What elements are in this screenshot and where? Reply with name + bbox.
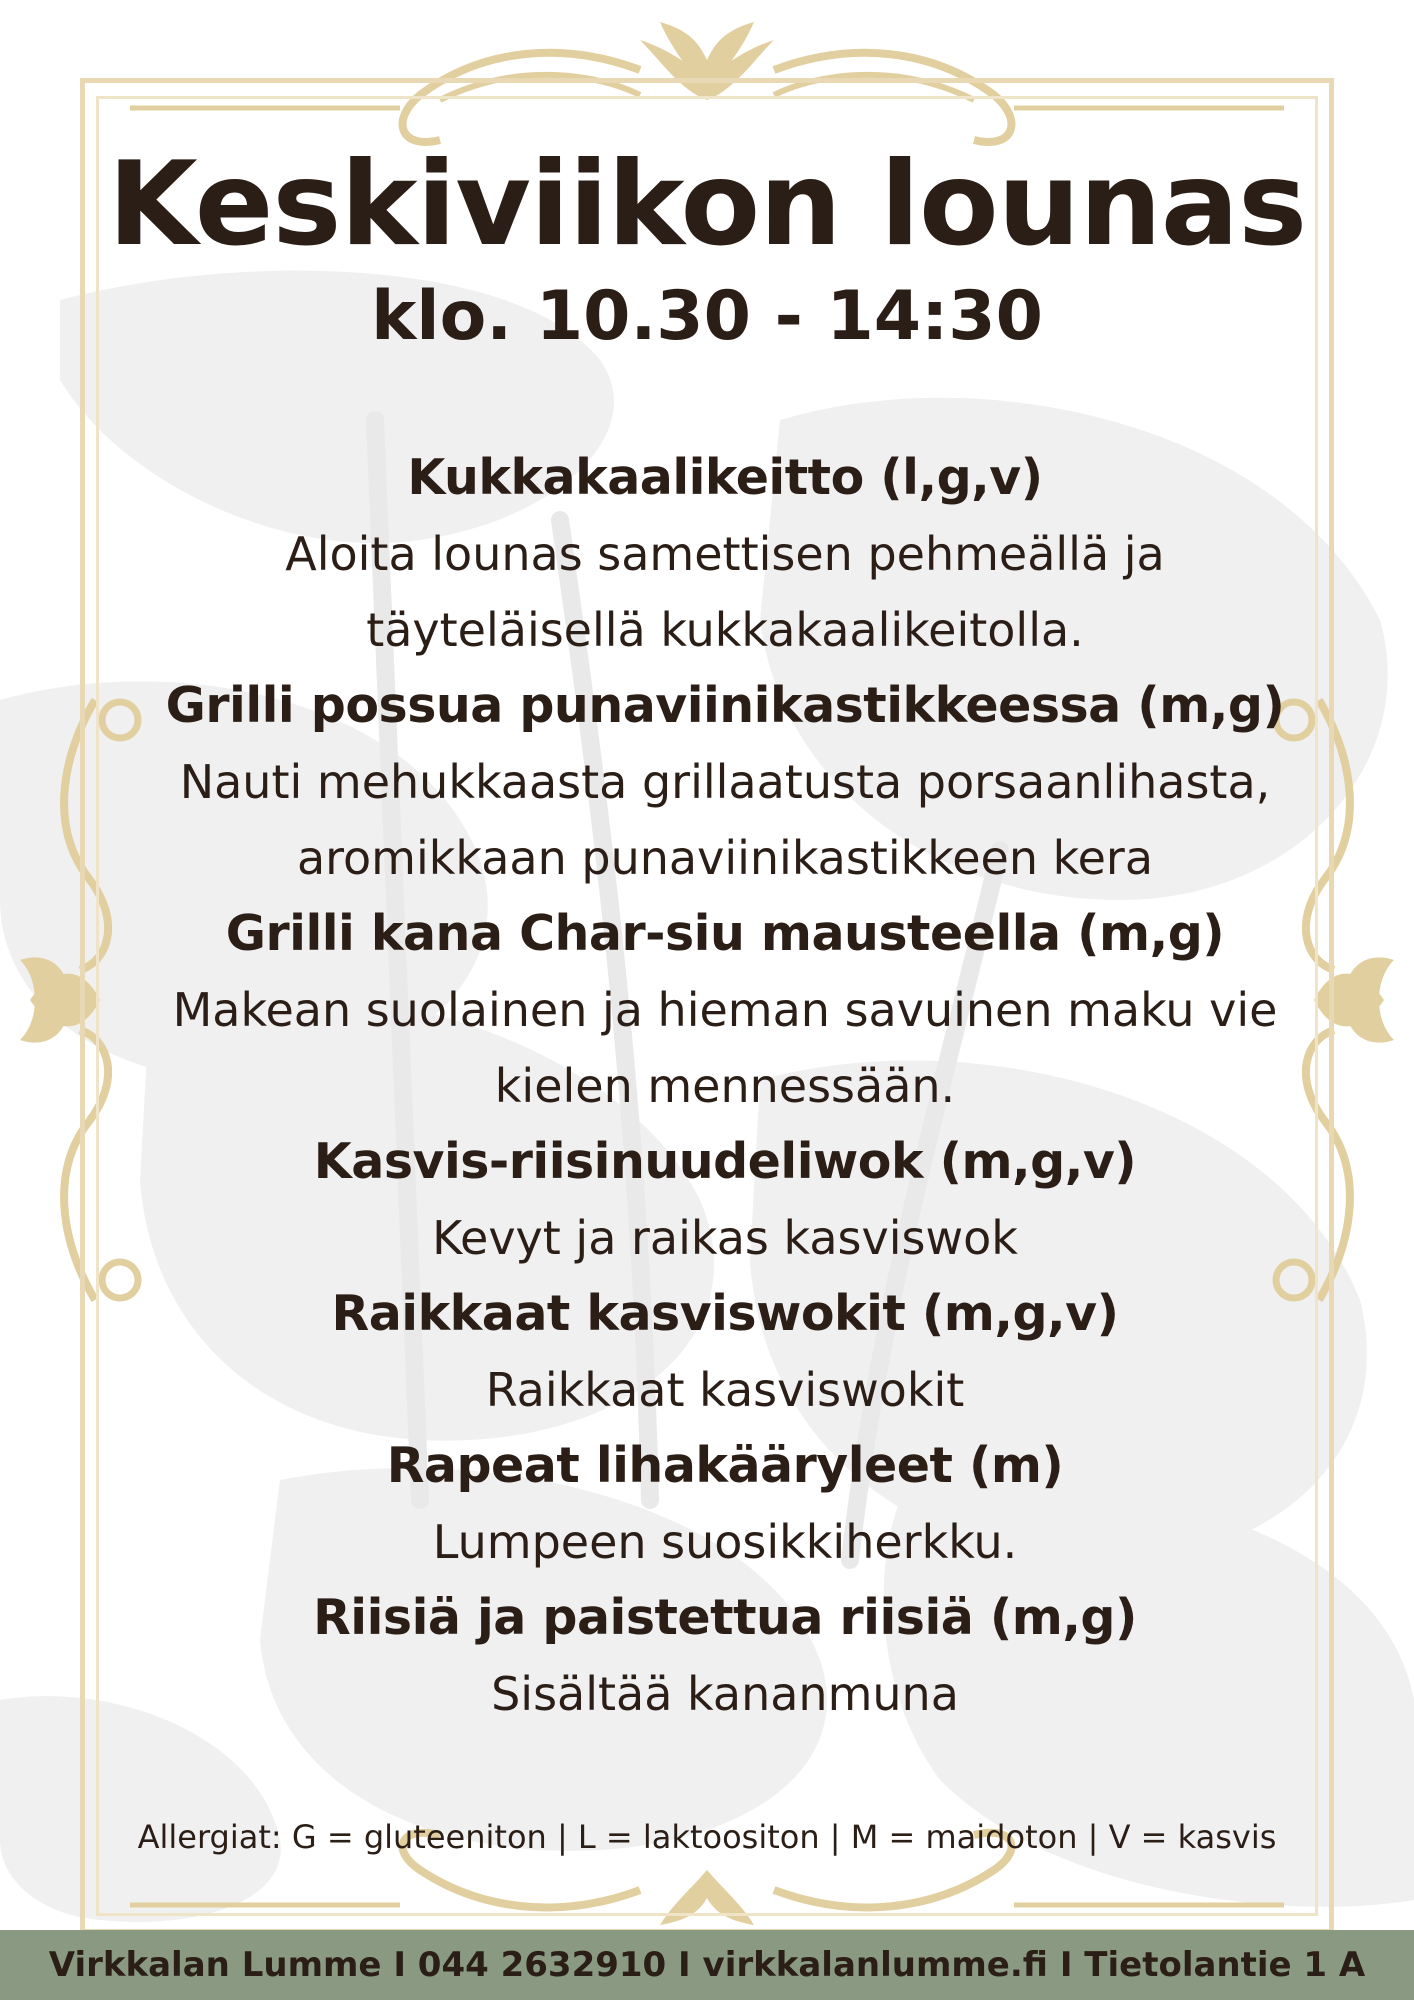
menu-item (100, 896, 1350, 1124)
menu-item-name: Kukkakaalikeitto (l,g,v) (407, 449, 1043, 506)
menu-item (100, 1124, 1350, 1276)
menu-item (100, 668, 1350, 896)
menu-item-name: Grilli kana Char-siu mausteella (m,g) (225, 905, 1225, 962)
menu-list (100, 440, 1350, 1732)
menu-item-name: Grilli possua punaviinikastikkeessa (m,g) (165, 677, 1285, 734)
menu-item-name: Rapeat lihakääryleet (m) (386, 1437, 1064, 1494)
footer-contact-bar: Virkkalan Lumme I 044 2632910 I virkkalanlumme.fi I Tietolantie 1 A (0, 1930, 1414, 2000)
menu-item-description: täyteläisellä kukkakaalikeitolla. (366, 603, 1084, 657)
menu-item-description: Makean suolainen ja hieman savuinen maku vie (172, 983, 1278, 1037)
menu-item-name: Kasvis-riisinuudeliwok (m,g,v) (313, 1133, 1137, 1190)
menu-item-description: Aloita lounas samettisen pehmeällä ja (285, 527, 1165, 581)
menu-item (100, 440, 1350, 668)
page-title: Keskiviikon lounas (107, 137, 1307, 272)
menu-item-description: Raikkaat kasviswokit (485, 1363, 965, 1417)
menu-item-description: kielen mennessään. (494, 1059, 956, 1113)
menu-item-name: Raikkaat kasviswokit (m,g,v) (331, 1285, 1119, 1342)
allergy-legend: Allergiat: G = gluteeniton | L = laktoositon | M = maidoton | V = kasvis (137, 1818, 1277, 1856)
opening-hours: klo. 10.30 - 14:30 (371, 277, 1043, 356)
menu-item-description: Kevyt ja raikas kasviswok (432, 1211, 1018, 1265)
menu-item (100, 1428, 1350, 1580)
menu-item-name: Riisiä ja paistettua riisiä (m,g) (313, 1589, 1137, 1646)
menu-item-description: Sisältää kananmuna (491, 1667, 959, 1721)
menu-item-description: Lumpeen suosikkiherkku. (432, 1515, 1018, 1569)
menu-item (100, 1580, 1350, 1732)
menu-item-description: aromikkaan punaviinikastikkeen kera (296, 831, 1154, 885)
menu-item (100, 1276, 1350, 1428)
menu-item-description: Nauti mehukkaasta grillaatusta porsaanlihasta, (179, 755, 1271, 809)
